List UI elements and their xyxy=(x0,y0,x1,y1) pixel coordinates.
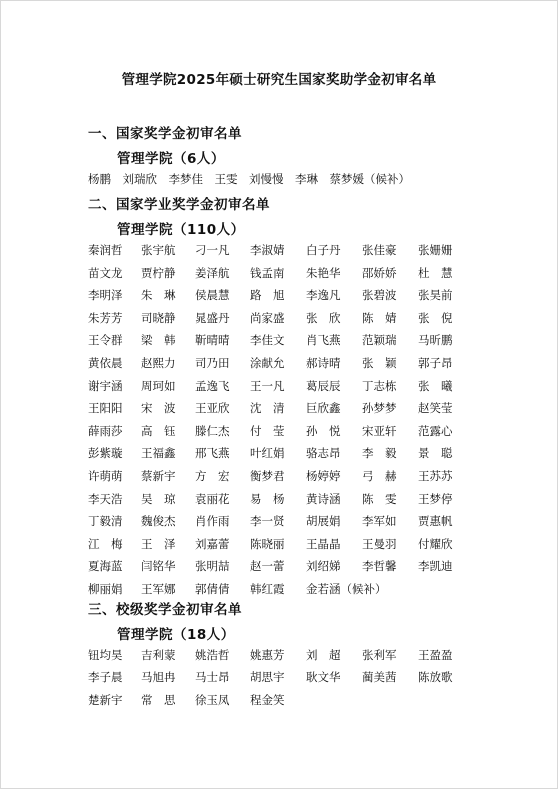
student-name: 李逸凡 xyxy=(306,288,341,303)
student-name: 姚惠芳 xyxy=(250,648,285,662)
student-name: 衡梦君 xyxy=(250,469,285,483)
student-name: 王一凡 xyxy=(250,378,285,393)
student-name: 刘嘉蕾 xyxy=(195,536,230,551)
student-name: 晁盛丹 xyxy=(195,310,230,325)
student-name: 宋 波 xyxy=(141,401,176,416)
section-heading-academic-scholarship: 二、国家学业奖学金初审名单 xyxy=(88,197,270,213)
student-name: 王苏苏 xyxy=(418,469,453,483)
student-name: 高 钰 xyxy=(141,423,176,438)
student-name: 张宇航 xyxy=(141,243,176,257)
student-name: 易 杨 xyxy=(250,491,285,506)
name-row xyxy=(88,263,488,283)
student-name: 郝诗晴 xyxy=(306,356,341,370)
student-name: 肖飞燕 xyxy=(306,333,341,348)
student-name: 司晓静 xyxy=(141,310,176,325)
student-name: 孙梦梦 xyxy=(362,401,397,416)
student-name: 靳晴晴 xyxy=(195,333,230,348)
student-name: 柳丽娟 xyxy=(88,582,123,596)
student-name: 楚新宇 xyxy=(88,692,123,707)
student-name: 王盈盈 xyxy=(418,648,453,662)
student-name: 丁毅清 xyxy=(88,514,123,529)
name-row xyxy=(88,398,488,418)
student-name: 李一贤 xyxy=(250,514,285,529)
student-name: 苗文龙 xyxy=(88,265,123,280)
student-name: 刁一凡 xyxy=(195,243,230,257)
student-name: 闫铭华 xyxy=(141,559,176,574)
student-name: 付 莹 xyxy=(250,423,285,438)
student-name: 王亚欣 xyxy=(195,401,230,416)
student-name: 谢宇涵 xyxy=(88,378,123,393)
student-name: 黄依晨 xyxy=(88,356,123,370)
student-name: 范露心 xyxy=(418,423,453,438)
student-name: 王 泽 xyxy=(141,536,176,551)
student-name: 范颖瑞 xyxy=(362,333,397,348)
student-name: 孙 悦 xyxy=(306,423,341,438)
sub-heading-management-school: 管理学院（110人） xyxy=(117,222,245,238)
name-row xyxy=(88,443,488,463)
name-row xyxy=(88,690,488,710)
student-name: 马旭冉 xyxy=(141,670,176,685)
student-name: 李佳文 xyxy=(250,333,285,348)
student-name: 肖作雨 xyxy=(195,514,230,529)
student-name: 袁丽花 xyxy=(195,491,230,506)
student-name: 蔺美茜 xyxy=(362,670,397,685)
student-name: 郭倩倩 xyxy=(195,582,230,596)
name-row xyxy=(88,534,488,554)
student-name: 常 思 xyxy=(141,692,176,707)
student-name: 刘绍娣 xyxy=(306,559,341,574)
student-name: 王梦停 xyxy=(418,491,453,506)
student-name: 张利军 xyxy=(362,648,397,662)
student-name: 梁 韩 xyxy=(141,333,176,348)
student-name: 杨婷婷 xyxy=(306,469,341,483)
name-row xyxy=(88,308,488,328)
student-name: 陈晓丽 xyxy=(250,536,285,551)
student-name: 马昕鹏 xyxy=(418,333,453,348)
student-name: 张碧波 xyxy=(362,288,397,303)
student-name: 张姗姗 xyxy=(418,243,453,257)
student-name: 涂献允 xyxy=(250,356,285,370)
student-name: 李凯迪 xyxy=(418,559,453,574)
student-name: 胡思宇 xyxy=(250,670,285,685)
student-name: 尚家盛 xyxy=(250,310,285,325)
student-name: 许萌萌 xyxy=(88,469,123,483)
student-name: 沈 清 xyxy=(250,401,285,416)
student-name: 巨欣鑫 xyxy=(306,401,341,416)
name-row xyxy=(88,667,488,687)
student-name: 王令群 xyxy=(88,333,123,348)
student-name: 贾柠静 xyxy=(141,265,176,280)
student-name: 姜泽航 xyxy=(195,265,230,280)
student-name: 耿文华 xyxy=(306,670,341,685)
student-name: 张 欣 xyxy=(306,310,341,325)
student-name: 张昊前 xyxy=(418,288,453,303)
student-name: 司乃田 xyxy=(195,356,230,370)
student-name: 金若涵（候补） xyxy=(306,582,387,596)
name-row xyxy=(88,556,488,576)
student-name: 杜 慧 xyxy=(418,265,453,280)
student-name: 葛辰辰 xyxy=(306,378,341,393)
student-name: 江 梅 xyxy=(88,536,123,551)
student-name: 张 颖 xyxy=(362,356,397,370)
student-name: 叶红娟 xyxy=(250,446,285,461)
student-name: 王阳阳 xyxy=(88,401,123,416)
student-name: 程金笑 xyxy=(250,692,285,707)
student-name: 滕仁杰 xyxy=(195,423,230,438)
student-name: 魏俊杰 xyxy=(141,514,176,529)
student-name: 周珂如 xyxy=(141,378,176,393)
student-name: 彭紫璇 xyxy=(88,446,123,461)
student-name: 夏海蓝 xyxy=(88,559,123,574)
name-row xyxy=(88,489,488,509)
student-name: 吉利蒙 xyxy=(141,648,176,662)
student-name: 方 宏 xyxy=(195,469,230,483)
name-row xyxy=(88,285,488,305)
student-name: 姚浩哲 xyxy=(195,648,230,662)
student-name: 赵一蕾 xyxy=(250,559,285,574)
student-name: 宋亚轩 xyxy=(362,423,397,438)
name-row xyxy=(88,330,488,350)
student-name: 邢飞燕 xyxy=(195,446,230,461)
student-name: 赵熙力 xyxy=(141,356,176,370)
name-row xyxy=(88,353,488,373)
student-name: 蔡新宇 xyxy=(141,469,176,483)
student-name: 陈放歌 xyxy=(418,670,453,685)
student-name: 李子晨 xyxy=(88,670,123,685)
sub-heading-management-school: 管理学院（6人） xyxy=(117,151,225,167)
name-row xyxy=(88,645,488,665)
student-name: 黄诗涵 xyxy=(306,491,341,506)
student-name: 贾惠帆 xyxy=(418,514,453,529)
student-name: 马士昂 xyxy=(195,670,230,685)
student-name: 李明泽 xyxy=(88,288,123,303)
student-name: 朱艳华 xyxy=(306,265,341,280)
student-name: 王曼羽 xyxy=(362,536,397,551)
student-name: 李军如 xyxy=(362,514,397,529)
student-name: 钮均昊 xyxy=(88,648,123,662)
student-name: 王军娜 xyxy=(141,582,176,596)
name-list-national-scholarship: 杨鹏 刘瑞欣 李梦佳 王雯 刘慢慢 李琳 蔡梦媛（候补） xyxy=(88,172,410,186)
student-name: 王福鑫 xyxy=(141,446,176,461)
student-name: 韩红霞 xyxy=(250,582,285,596)
document-title: 管理学院2025年硕士研究生国家奖助学金初审名单 xyxy=(121,72,437,88)
name-row xyxy=(88,376,488,396)
student-name: 付耀欣 xyxy=(418,536,453,551)
student-name: 丁志栋 xyxy=(362,378,397,393)
student-name: 徐玉凤 xyxy=(195,692,230,707)
student-name: 张 倪 xyxy=(418,310,453,325)
student-name: 张明喆 xyxy=(195,559,230,574)
section-heading-national-scholarship: 一、国家奖学金初审名单 xyxy=(88,126,242,142)
student-name: 李天浩 xyxy=(88,491,123,506)
student-name: 胡展娟 xyxy=(306,514,341,529)
student-name: 王晶晶 xyxy=(306,536,341,551)
sub-heading-management-school: 管理学院（18人） xyxy=(117,627,235,643)
student-name: 张 曦 xyxy=(418,378,453,393)
student-name: 孟逸飞 xyxy=(195,378,230,393)
student-name: 钱孟南 xyxy=(250,265,285,280)
student-name: 陈 雯 xyxy=(362,491,397,506)
student-name: 朱芳芳 xyxy=(88,310,123,325)
student-name: 景 聪 xyxy=(418,446,453,461)
student-name: 郭子昂 xyxy=(418,356,453,370)
student-name: 白子丹 xyxy=(306,243,341,257)
student-name: 李哲馨 xyxy=(362,559,397,574)
student-name: 李淑婧 xyxy=(250,243,285,257)
student-name: 赵笑莹 xyxy=(418,401,453,416)
student-name: 张佳豪 xyxy=(362,243,397,257)
student-name: 李 毅 xyxy=(362,446,397,461)
student-name: 侯晨慧 xyxy=(195,288,230,303)
student-name: 薛雨莎 xyxy=(88,423,123,438)
student-name: 陈 婧 xyxy=(362,310,397,325)
name-row xyxy=(88,240,488,260)
section-heading-school-scholarship: 三、校级奖学金初审名单 xyxy=(88,602,242,618)
name-row xyxy=(88,466,488,486)
student-name: 吴 琼 xyxy=(141,491,176,506)
student-name: 路 旭 xyxy=(250,288,285,303)
name-row xyxy=(88,511,488,531)
student-name: 弓 赫 xyxy=(362,469,397,483)
student-name: 刘 超 xyxy=(306,648,341,662)
name-row xyxy=(88,579,488,599)
student-name: 朱 琳 xyxy=(141,288,176,303)
name-row xyxy=(88,421,488,441)
student-name: 骆志昂 xyxy=(306,446,341,461)
student-name: 秦润哲 xyxy=(88,243,123,257)
student-name: 邵娇娇 xyxy=(362,265,397,280)
